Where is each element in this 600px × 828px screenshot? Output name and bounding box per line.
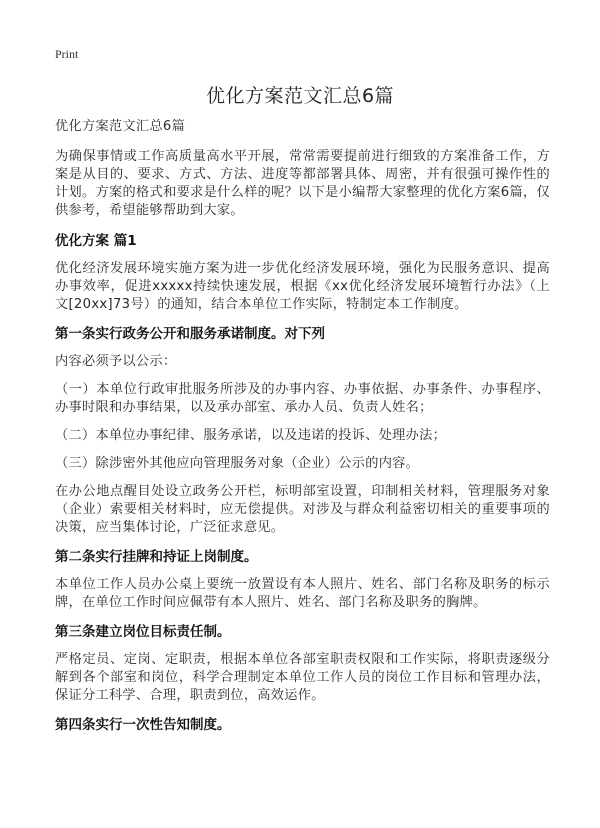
list-item: （一）本单位行政审批服务所涉及的办事内容、办事依据、办事条件、办事程序、办事时限和办事结果，以及承办部室、承办人员、负责人姓名； — [55, 382, 550, 415]
article-paragraph: 本单位工作人员办公桌上要统一放置设有本人照片、姓名、部门名称及职务的标示牌，在单位工作时间应佩带有本人照片、姓名、部门名称及职务的胸牌。 — [55, 577, 550, 610]
list-item: （三）除涉密外其他应向管理服务对象（企业）公示的内容。 — [55, 456, 420, 471]
section-paragraph: 优化经济发展环境实施方案为进一步优化经济发展环境，强化为民服务意识、提高办事效率，促进xxxxx持续快速发展，根据《xx优化经济发展环境暂行办法》（上文[20xx]73号）的通知，结合本单位工作实际，特制定本工作制度。 — [55, 261, 550, 312]
article-heading: 第四条实行一次性告知制度。 — [55, 717, 231, 733]
article-paragraph: 严格定员、定岗、定职责，根据本单位各部室职责权限和工作实际，将职责逐级分解到各个部室和岗位，科学合理制定本单位工作人员的岗位工作目标和管理办法，保证分工科学、合理，职责到位，高效运作。 — [55, 652, 550, 703]
article-lead: 内容必须予以公示： — [55, 354, 177, 369]
list-item: （二）本单位办事纪律、服务承诺，以及违诺的投诉、处理办法； — [55, 428, 447, 443]
article-paragraph: 在办公地点醒目处设立政务公开栏，标明部室设置，印制相关材料，管理服务对象（企业）索要相关材料时，应无偿提供。对涉及与群众利益密切相关的重要事项的决策，应当集体讨论，广泛征求意见。 — [55, 484, 550, 535]
document-subtitle: 优化方案范文汇总6篇 — [55, 119, 186, 134]
article-heading: 第三条建立岗位目标责任制。 — [55, 624, 231, 640]
article-heading: 第一条实行政务公开和服务承诺制度。对下列 — [55, 326, 325, 342]
intro-paragraph: 为确保事情或工作高质量高水平开展，常常需要提前进行细致的方案准备工作，方案是从目的、要求、方式、方法、进度等都部署具体、周密，并有很强可操作性的计划。方案的格式和要求是什么样的呢？以下是小编帮大家整理的优化方案6篇，仅供参考，希望能够帮助到大家。 — [55, 149, 550, 218]
page-title: 优化方案范文汇总6篇 — [205, 85, 395, 107]
document-body — [55, 118, 550, 744]
print-label[interactable]: Print — [55, 47, 79, 61]
section-heading: 优化方案 篇1 — [55, 233, 137, 249]
article-heading: 第二条实行挂牌和持证上岗制度。 — [55, 549, 258, 565]
